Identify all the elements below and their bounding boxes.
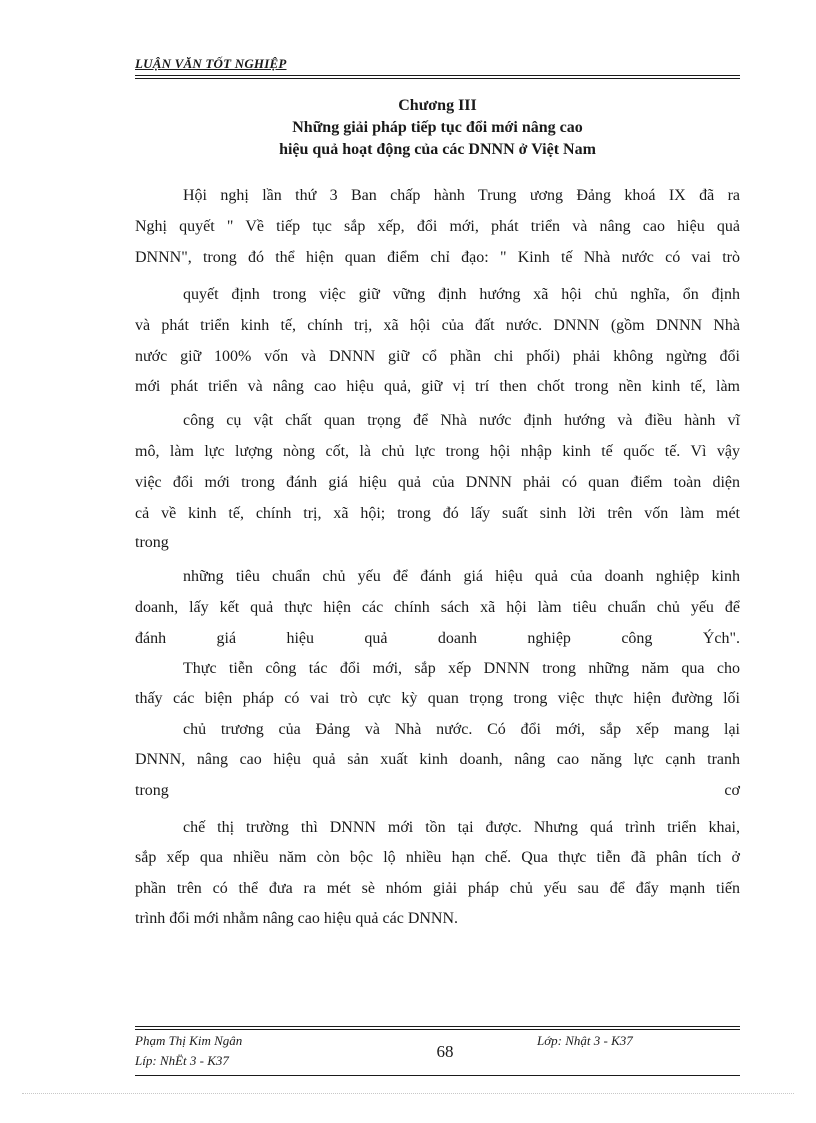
body-line: trong <box>135 534 169 551</box>
body-line: mô, làm lực lượng nòng cốt, là chủ lực trong hội nhập kinh tế quốc tế. Vì vậy <box>135 443 740 460</box>
body-line: DNNN, nâng cao hiệu quả sản xuất kinh doanh, nâng cao năng lực cạnh tranh <box>135 751 740 768</box>
body-line: trình đổi mới nhằm nâng cao hiệu quả các DNNN. <box>135 910 459 927</box>
body-line: và phát triển kinh tế, chính trị, xã hội của đất nước. DNNN (gồm DNNN Nhà <box>135 317 740 334</box>
body-line: DNNN", trong đó thể hiện quan điểm chỉ đạo: " Kinh tế Nhà nước có vai trò <box>135 249 740 266</box>
chapter-title-line-2: hiệu quả hoạt động của các DNNN ở Việt Nam <box>279 141 596 158</box>
body-line: việc đổi mới trong đánh giá hiệu quả của DNNN phải có quan điểm toàn diện <box>135 474 740 491</box>
header-rule-top <box>135 75 740 76</box>
body-line: quyết định trong việc giữ vững định hướng xã hội chủ nghĩa, ổn định <box>183 286 740 303</box>
body-line: đánh giá hiệu quả doanh nghiệp công Ých". <box>135 630 740 647</box>
body-line: chủ trương của Đảng và Nhà nước. Có đổi mới, sắp xếp mang lại <box>183 721 740 738</box>
footer-bottom-rule <box>135 1075 740 1076</box>
footer-author: Phạm Thị Kim Ngân <box>135 1033 243 1048</box>
body-line: công cụ vật chất quan trọng để Nhà nước định hướng và điều hành vĩ <box>183 412 740 429</box>
footer-rule-top <box>135 1026 740 1027</box>
body-line: nước giữ 100% vốn và DNNN giữ cổ phần chi phối) phải không ngừng đổi <box>135 348 740 365</box>
running-header-title: LUẬN VĂN TỐT NGHIỆP <box>135 56 287 71</box>
chapter-title-line-1: Những giải pháp tiếp tục đổi mới nâng cao <box>292 119 583 136</box>
header-rule-bottom <box>135 78 740 79</box>
body-line: thấy các biện pháp có vai trò cực kỳ quan trọng trong việc thực hiện đường lối <box>135 690 740 707</box>
body-line: mới phát triển và nâng cao hiệu quả, giữ vị trí then chốt trong nền kinh tế, làm <box>135 378 740 395</box>
body-line: Hội nghị lần thứ 3 Ban chấp hành Trung ương Đảng khoá IX đã ra <box>183 187 740 204</box>
body-line: sắp xếp qua nhiều năm còn bộc lộ nhiều hạn chế. Qua thực tiễn đã phân tích ở <box>135 849 740 866</box>
body-line: cả về kinh tế, chính trị, xã hội; trong đó lấy suất sinh lời trên vốn làm mét <box>135 505 740 522</box>
page-edge-dotted-line <box>22 1093 794 1094</box>
footer-rule-bottom <box>135 1029 740 1030</box>
body-line: chế thị trường thì DNNN mới tồn tại được. Nhưng quá trình triển khai, <box>183 819 740 836</box>
body-line: phần trên có thể đưa ra mét sè nhóm giải pháp chủ yếu sau để đẩy mạnh tiến <box>135 880 740 897</box>
footer-class-left: Líp: NhËt 3 - K37 <box>135 1053 229 1068</box>
chapter-number: Chương III <box>398 97 477 114</box>
footer-class-right: Lớp: Nhật 3 - K37 <box>537 1033 633 1048</box>
body-line: những tiêu chuẩn chủ yếu để đánh giá hiệu quả của doanh nghiệp kinh <box>183 568 740 585</box>
page-number: 68 <box>436 1042 454 1061</box>
body-line: trong cơ <box>135 782 740 799</box>
body-line: Nghị quyết " Về tiếp tục sắp xếp, đổi mới, phát triển và nâng cao hiệu quả <box>135 218 740 235</box>
body-line: doanh, lấy kết quả thực hiện các chính sách xã hội làm tiêu chuẩn chủ yếu để <box>135 599 740 616</box>
body-line: Thực tiễn công tác đổi mới, sắp xếp DNNN trong những năm qua cho <box>183 660 740 677</box>
